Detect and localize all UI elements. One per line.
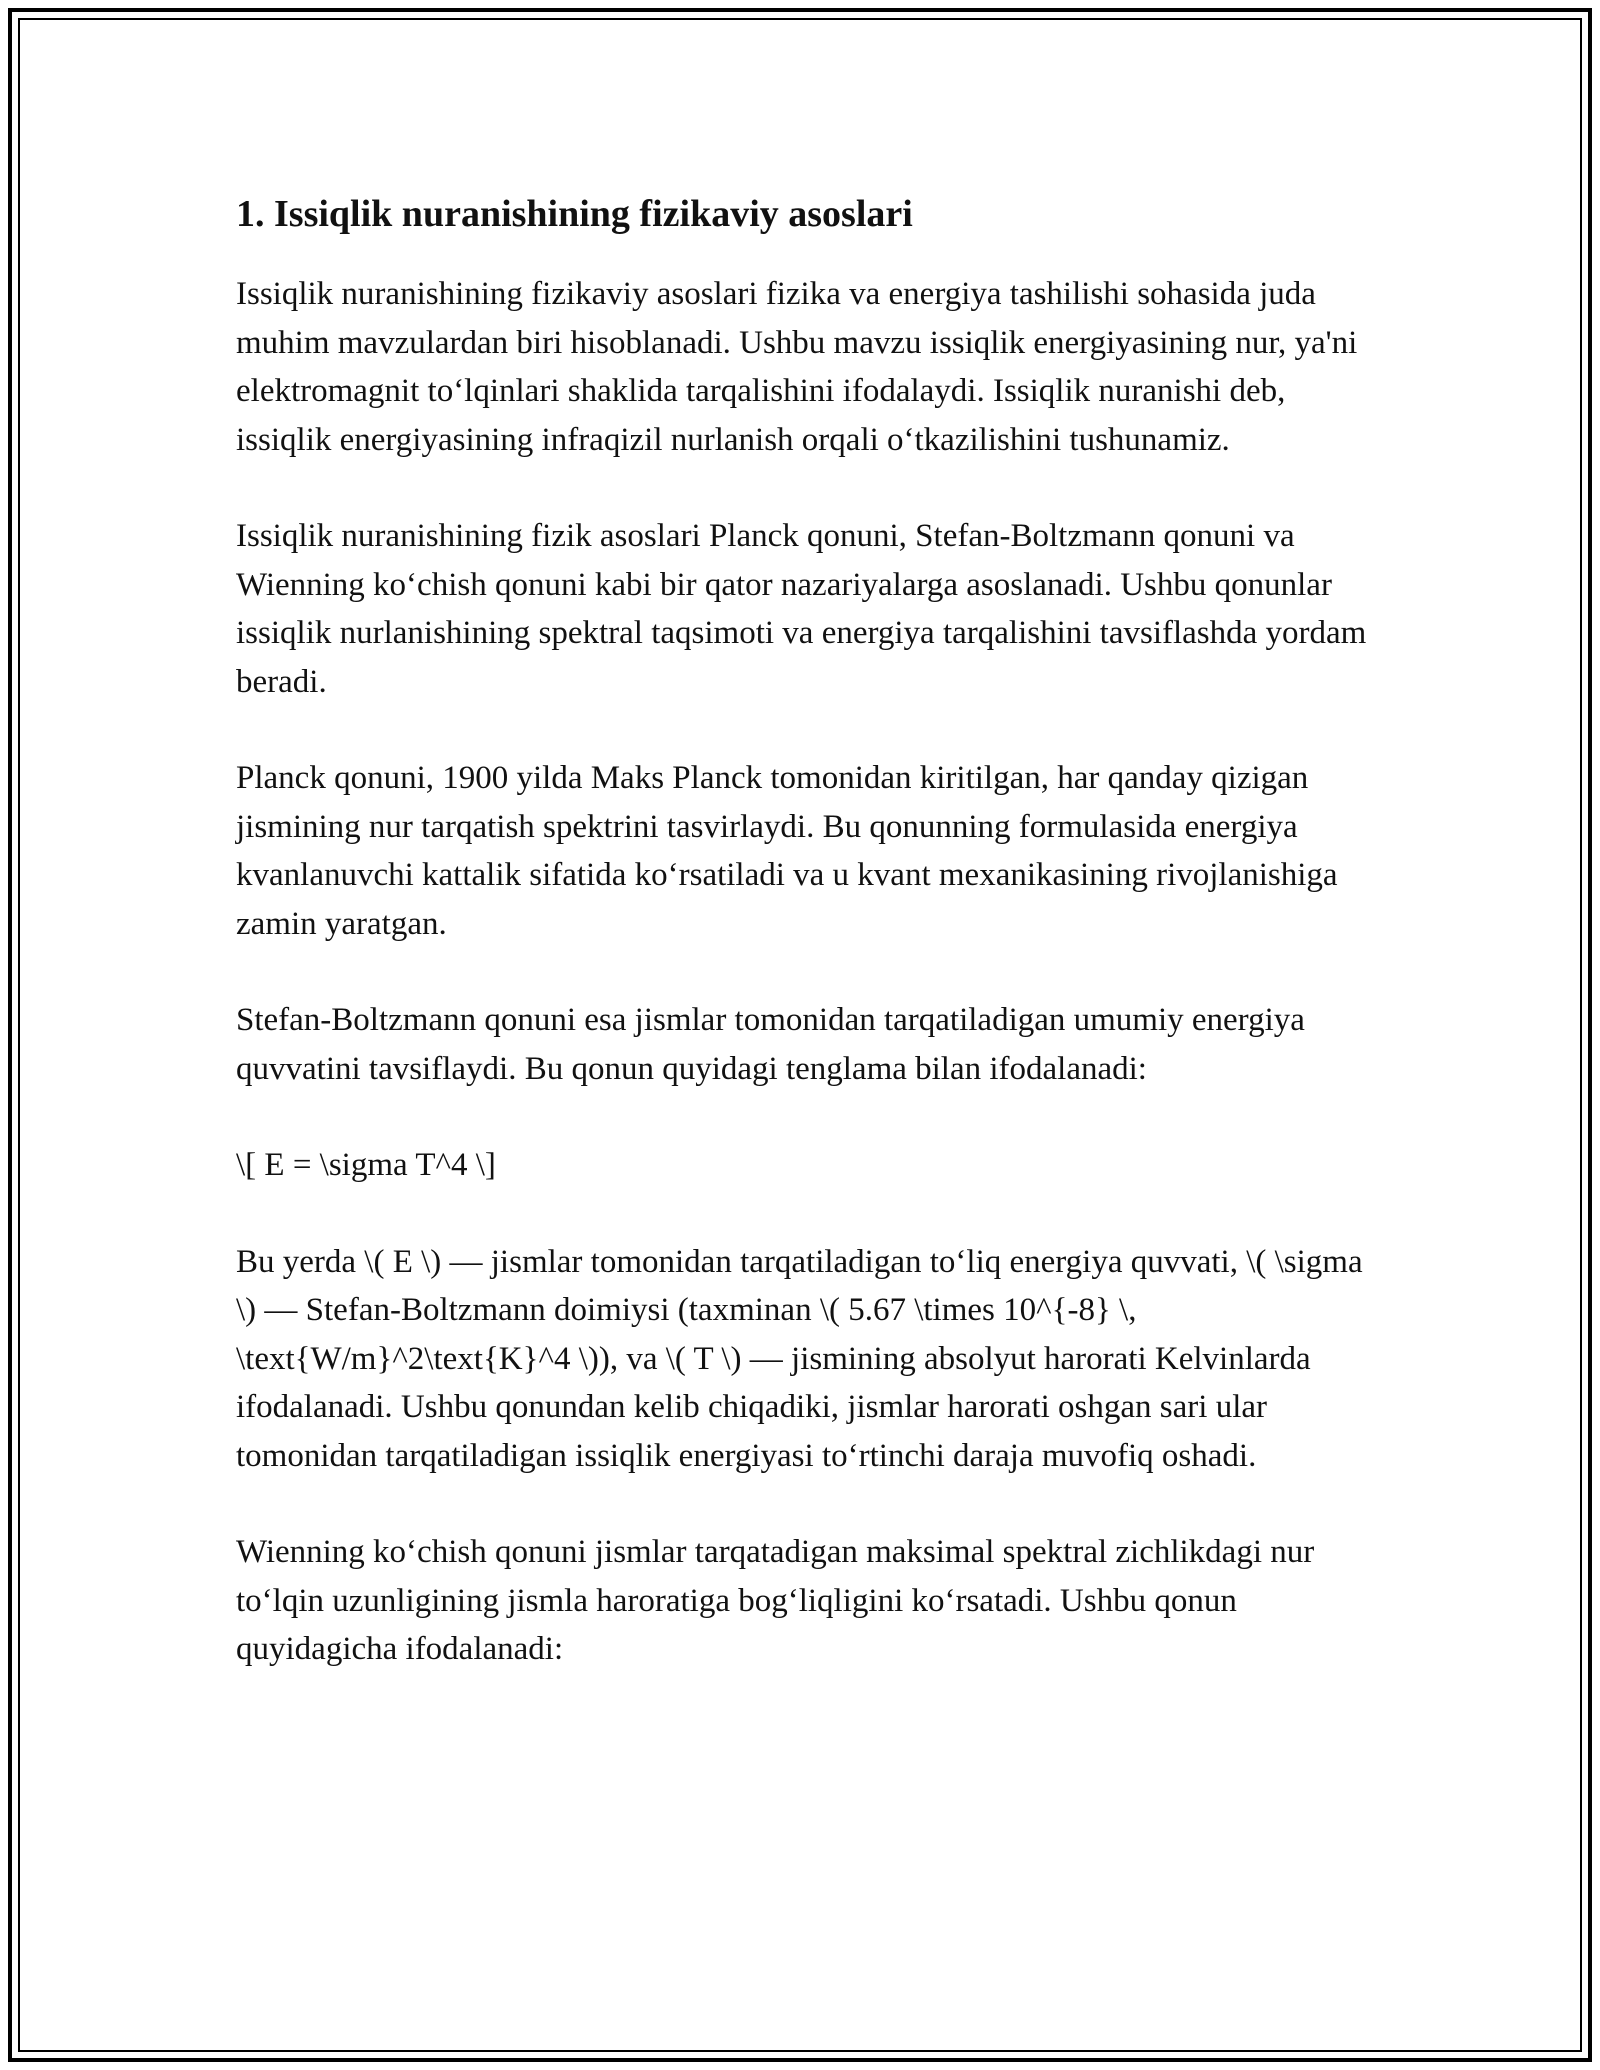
section-heading: 1. Issiqlik nuranishining fizikaviy asoslari xyxy=(236,193,913,235)
document-body xyxy=(236,186,1386,1722)
paragraph-laws: Issiqlik nuranishining fizik asoslari Planck qonuni, Stefan-Boltzmann qonuni va Wienning ko‘chish qonuni kabi bir qator nazariyalarga asoslanadi. Ushbu qonunlar issiqlik nurlanishining spektral taqsimoti va energiya tarqalishini tavsiflashda yordam beradi. xyxy=(236,518,1367,700)
formula-stefan-boltzmann: \[ E = \sigma T^4 \] xyxy=(236,1147,496,1183)
paragraph-stefan-boltzmann: Stefan-Boltzmann qonuni esa jismlar tomonidan tarqatiladigan umumiy energiya quvvatini tavsiflaydi. Bu qonun quyidagi tenglama bilan ifodalanadi: xyxy=(236,1002,1305,1087)
paragraph-wien: Wienning ko‘chish qonuni jismlar tarqatadigan maksimal spektral zichlikdagi nur to‘lqin uzunligining jismla haroratiga bog‘liqligini ko‘rsatadi. Ushbu qonun quyidagicha ifodalanadi: xyxy=(236,1534,1315,1667)
paragraph-formula-explanation: Bu yerda \( E \) — jismlar tomonidan tarqatiladigan to‘liq energiya quvvati, \( \sigma \) — Stefan-Boltzmann doimiysi (taxminan \( 5.67 \times 10^{-8} \, \text{W/m}^2\text{K}^4 \)), va \( T \) — jismining absolyut harorati Kelvinlarda ifodalanadi. Ushbu qonundan kelib chiqadiki, jismlar harorati oshgan sari ular tomonidan tarqatiladigan issiqlik energiyasi to‘rtinchi daraja muvofiq oshadi. xyxy=(236,1243,1363,1474)
paragraph-planck: Planck qonuni, 1900 yilda Maks Planck tomonidan kiritilgan, har qanday qizigan jismining nur tarqatish spektrini tasvirlaydi. Bu qonunning formulasida energiya kvanlanuvchi kattalik sifatida ko‘rsatiladi va u kvant mexanikasining rivojlanishiga zamin yaratgan. xyxy=(236,760,1338,942)
paragraph-intro: Issiqlik nuranishining fizikaviy asoslari fizika va energiya tashilishi sohasida juda muhim mavzulardan biri hisoblanadi. Ushbu mavzu issiqlik energiyasining nur, ya'ni elektromagnit to‘lqinlari shaklida tarqalishini ifodalaydi. Issiqlik nuranishi deb, issiqlik energiyasining infraqizil nurlanish orqali o‘tkazilishini tushunamiz. xyxy=(236,276,1358,458)
